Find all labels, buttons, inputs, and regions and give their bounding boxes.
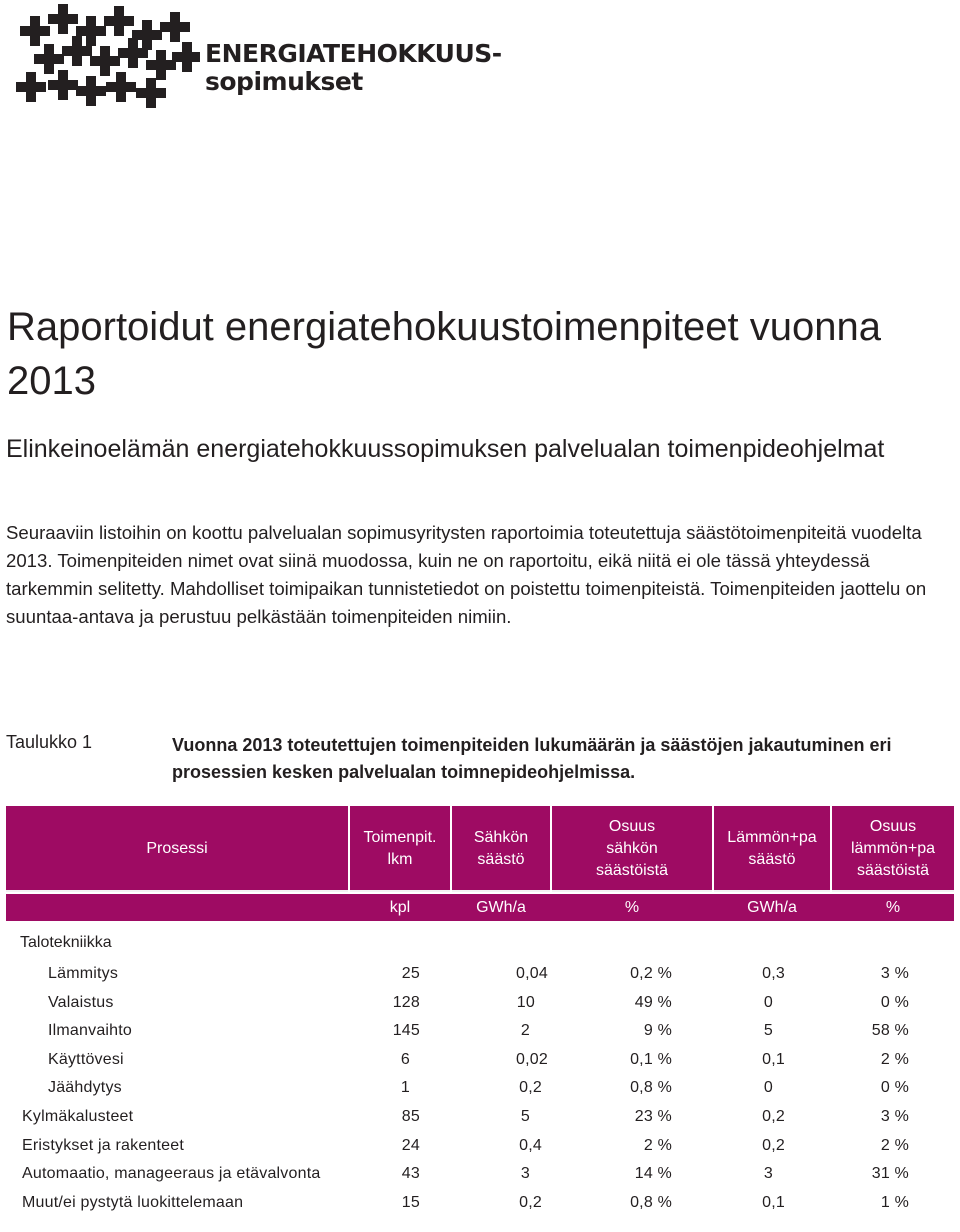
- table-row: [0, 1191, 960, 1220]
- logo-cross-pattern-icon: [14, 4, 200, 108]
- table-row: [0, 1105, 960, 1134]
- row-count: 85: [401, 1107, 420, 1125]
- row-heat-share: 2 %: [880, 1136, 909, 1154]
- table-row: [0, 1048, 960, 1077]
- row-heat: 0,1: [762, 1193, 785, 1211]
- row-process: Ilmanvaihto: [48, 1022, 133, 1040]
- unit-heat: GWh/a: [747, 899, 797, 916]
- row-elec-share: 9 %: [643, 1022, 672, 1040]
- row-heat-share: 31 %: [871, 1165, 909, 1183]
- page-title: Raportoidut energiatehokuustoimenpiteet vuonna 2013: [7, 305, 881, 403]
- row-heat: 0: [763, 1079, 773, 1097]
- row-heat-share: 0 %: [880, 993, 909, 1011]
- row-process: Muut/ei pystytä luokittelemaan: [22, 1193, 244, 1211]
- row-process: Käyttövesi: [48, 1050, 124, 1068]
- row-count: 1: [400, 1079, 410, 1097]
- intro-paragraph: Seuraaviin listoihin on koottu palvelualan sopimusyritysten raportoimia toteutettuja säästötoimenpiteitä vuodelta 2013. Toimenpiteiden nimet ovat siinä muodossa, kuin ne on raportoitu, eikä niitä ei ole tässä yhteydessä tarkemmin selitetty. Mahdolliset toimipaikan tunnistetiedot on poistettu toimenpiteistä. Toimenpiteiden jaottelu on suuntaa-antava ja perustuu pelkästään toimenpiteiden nimiin.: [6, 522, 927, 627]
- row-elec-share: 0,1 %: [630, 1050, 672, 1068]
- table-row: [0, 962, 960, 991]
- row-process: Jäähdytys: [48, 1079, 122, 1097]
- row-elec: 0,2: [519, 1193, 542, 1211]
- row-process: Valaistus: [48, 993, 114, 1011]
- row-heat: 0,2: [762, 1136, 785, 1154]
- row-count: 6: [400, 1050, 410, 1068]
- header-heat: Lämmön+pa säästö: [727, 829, 817, 868]
- row-elec: 10: [516, 993, 535, 1011]
- table-body: [0, 926, 960, 1219]
- row-elec: 2: [520, 1022, 530, 1040]
- row-heat: 5: [763, 1022, 773, 1040]
- row-count: 24: [401, 1136, 420, 1154]
- table-row: [0, 991, 960, 1020]
- row-heat-share: 58 %: [871, 1022, 909, 1040]
- unit-count: kpl: [389, 899, 411, 916]
- page-subtitle: Elinkeinoelämän energiatehokkuussopimuksen palvelualan toimenpideohjelmat: [6, 435, 885, 463]
- row-heat: 0: [763, 993, 773, 1011]
- row-elec: 0,04: [516, 965, 548, 982]
- table-row: [0, 1134, 960, 1163]
- header-process: Prosessi: [146, 840, 208, 857]
- row-count: 145: [392, 1022, 420, 1040]
- row-elec-share: 23 %: [634, 1107, 672, 1125]
- table-header: [6, 806, 954, 892]
- logo-wordmark: [205, 40, 505, 96]
- unit-elec: GWh/a: [476, 899, 526, 916]
- unit-elec-share: %: [624, 899, 640, 916]
- row-process: Kylmäkalusteet: [22, 1107, 134, 1125]
- table-units-row: [6, 893, 954, 921]
- header-heat-share: Osuus lämmön+pa säästöistä: [850, 818, 936, 879]
- header-elec-share: Osuus sähkön säästöistä: [595, 818, 669, 879]
- logo-line1: ENERGIATEHOKKUUS-: [205, 39, 502, 68]
- row-process: Automaatio, manageeraus ja etävalvonta: [22, 1165, 321, 1183]
- row-heat: 3: [763, 1165, 773, 1183]
- row-heat: 0,3: [762, 965, 785, 982]
- row-heat-share: 3 %: [880, 1107, 909, 1125]
- header-elec: Sähkön säästö: [473, 829, 529, 868]
- row-elec: 0,2: [519, 1079, 542, 1097]
- header-count: Toimenpit. lkm: [363, 829, 437, 868]
- row-elec-share: 0,2 %: [630, 965, 672, 982]
- row-heat-share: 0 %: [880, 1079, 909, 1097]
- table-row: [0, 1162, 960, 1191]
- row-process: Eristykset ja rakenteet: [22, 1136, 184, 1154]
- row-elec: 3: [520, 1165, 530, 1183]
- logo-line2: sopimukset: [205, 67, 363, 96]
- group-label: Talotekniikka: [20, 934, 112, 951]
- row-elec-share: 0,8 %: [630, 1193, 672, 1211]
- table-group-row: [0, 926, 960, 962]
- row-elec: 0,02: [516, 1050, 548, 1068]
- row-elec-share: 0,8 %: [630, 1079, 672, 1097]
- row-heat-share: 2 %: [880, 1050, 909, 1068]
- row-elec-share: 14 %: [634, 1165, 672, 1183]
- row-count: 43: [401, 1165, 420, 1183]
- row-elec: 5: [520, 1107, 530, 1125]
- row-elec-share: 2 %: [643, 1136, 672, 1154]
- row-heat-share: 3 %: [880, 965, 909, 982]
- row-heat-share: 1 %: [880, 1193, 909, 1211]
- row-elec-share: 49 %: [634, 993, 672, 1011]
- table-caption-label: Taulukko 1: [6, 732, 93, 752]
- table-row: [0, 1076, 960, 1105]
- table-caption-text: Vuonna 2013 toteutettujen toimenpiteiden lukumäärän ja säästöjen jakautuminen eri prosessien kesken palvelualan toimnepideohjelmissa.: [172, 735, 892, 782]
- row-count: 15: [401, 1193, 420, 1211]
- row-heat: 0,1: [762, 1050, 785, 1068]
- row-elec: 0,4: [519, 1136, 542, 1154]
- row-count: 25: [401, 965, 420, 982]
- row-process: Lämmitys: [48, 965, 119, 982]
- unit-heat-share: %: [885, 899, 901, 916]
- table-row: [0, 1019, 960, 1048]
- row-heat: 0,2: [762, 1107, 785, 1125]
- row-count: 128: [392, 993, 420, 1011]
